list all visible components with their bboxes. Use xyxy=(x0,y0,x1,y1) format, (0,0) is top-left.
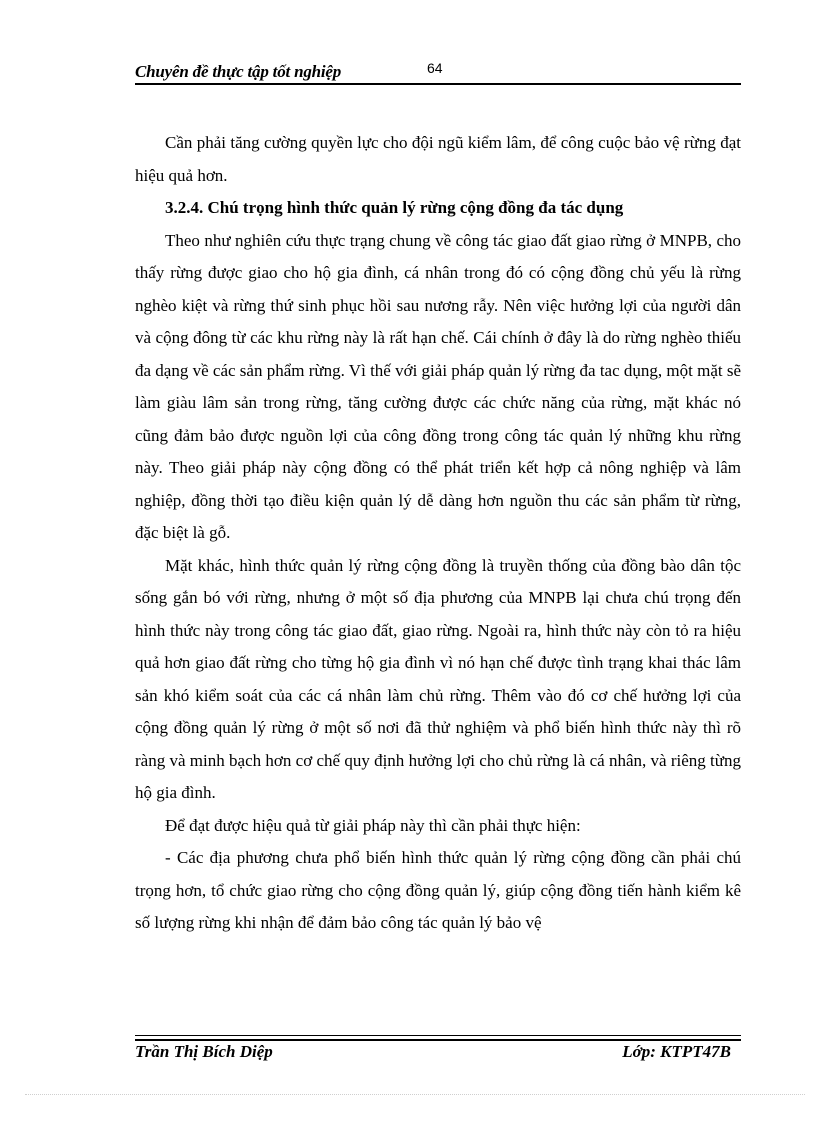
paragraph: Theo như nghiên cứu thực trạng chung về công tác giao đất giao rừng ở MNPB, cho thấy rừng được giao cho hộ gia đình, cá nhân trong đó có cộng đồng chủ yếu là rừng nghèo kiệt và rừng thứ sinh phục hồi sau nương rẫy. Nên việc hưởng lợi của người dân và cộng đông từ các khu rừng này là rất hạn chế. Cái chính ở đây là do rừng nghèo thiếu đa dạng về các sản phẩm rừng. Vì thế với giải pháp quản lý rừng đa tac dụng, một mặt sẽ làm giàu lâm sản trong rừng, tăng cường được các chức năng của rừng, mặt khác nó cũng đảm bảo được nguồn lợi của công đồng trong công tác quản lý những khu rừng này. Theo giải pháp này cộng đồng có thể phát triển kết hợp cả nông nghiệp và lâm nghiệp, đồng thời tạo điều kiện quản lý dễ dàng hơn nguồn thu các sản phẩm từ rừng, đặc biệt là gỗ. xyxy=(135,230,741,542)
document-title: Chuyên đề thực tập tốt nghiệp xyxy=(135,62,342,81)
page-edge-divider xyxy=(25,1094,805,1095)
paragraph: Mặt khác, hình thức quản lý rừng cộng đồng là truyền thống của đồng bào dân tộc sống gắn bó với rừng, nhưng ở một số địa phương của MNPB lại chưa chú trọng đến hình thức này trong công tác giao đất, giao rừng. Ngoài ra, hình thức này còn tỏ ra hiệu quả hơn giao đất rừng cho từng hộ gia đình vì nó hạn chế được tình trạng khai thác lâm sản khó kiểm soát của các cá nhân làm chủ rừng. Thêm vào đó cơ chế hưởng lợi của cộng đồng quản lý rừng ở một số nơi đã thử nghiệm và phổ biến hình thức này thì rõ ràng và minh bạch hơn cơ chế quy định hưởng lợi cho chủ rừng là cá nhân, và riêng từng hộ gia đình. xyxy=(135,555,741,802)
section-heading: 3.2.4. Chú trọng hình thức quản lý rừng cộng đồng đa tác dụng xyxy=(165,198,624,217)
paragraph: Cần phải tăng cường quyền lực cho đội ngũ kiểm lâm, để công cuộc bảo vệ rừng đạt hiệu quả hơn. xyxy=(135,133,741,185)
class-label: Lớp: KTPT47B xyxy=(622,1042,731,1061)
main-content xyxy=(135,127,741,940)
page-number: 64 xyxy=(427,60,443,76)
paragraph: Để đạt được hiệu quả từ giải pháp này thì cần phải thực hiện: xyxy=(165,815,581,835)
page-footer xyxy=(135,1042,741,1066)
page-header xyxy=(135,58,741,82)
header-rule xyxy=(135,83,741,85)
footer-rule-bottom xyxy=(135,1039,741,1041)
author-name: Trần Thị Bích Diệp xyxy=(135,1042,273,1061)
footer-rule-top xyxy=(135,1035,741,1036)
paragraph: - Các địa phương chưa phổ biến hình thức quản lý rừng cộng đồng cần phải chú trọng hơn, tổ chức giao rừng cho cộng đồng quản lý, giúp cộng đồng tiến hành kiểm kê số lượng rừng khi nhận để đảm bảo công tác quản lý bảo vệ xyxy=(135,848,741,932)
